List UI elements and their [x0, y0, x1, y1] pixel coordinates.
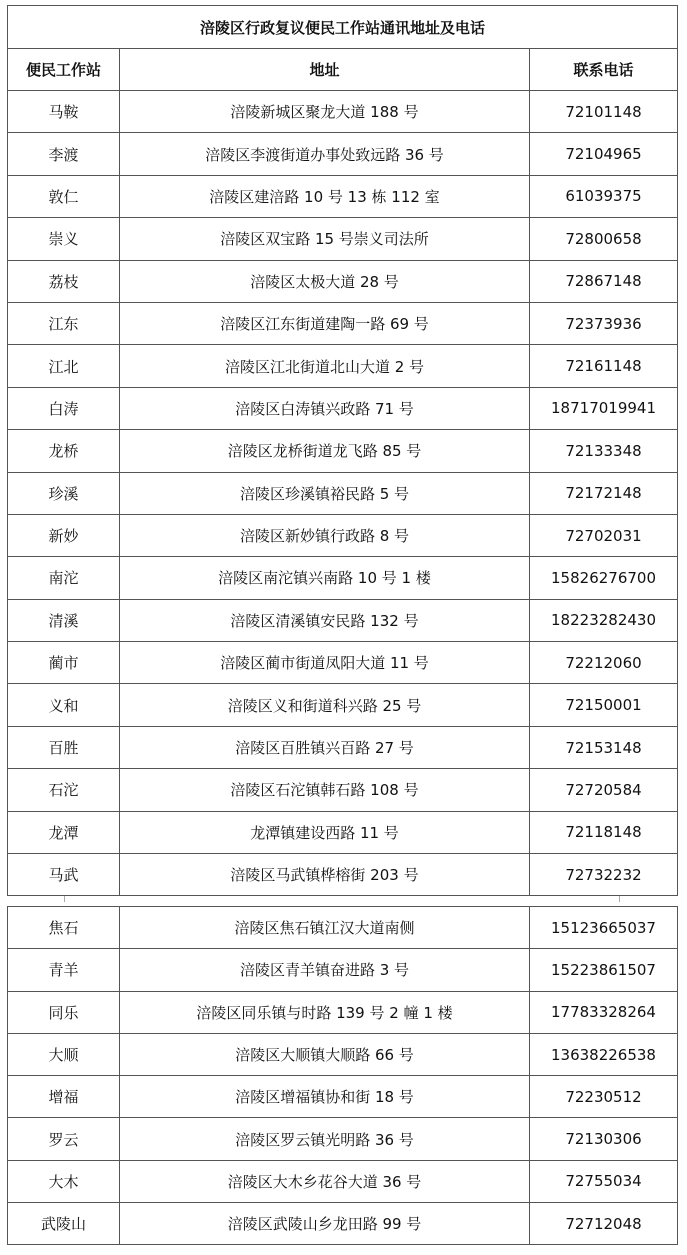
table-row [8, 949, 678, 991]
table-row [8, 684, 678, 726]
phone-cell: 72172148 [530, 472, 678, 514]
station-cell: 新妙 [8, 514, 120, 556]
address-cell: 涪陵区罗云镇光明路 36 号 [120, 1118, 530, 1160]
header-phone: 联系电话 [530, 49, 678, 91]
address-cell: 涪陵区珍溪镇裕民路 5 号 [120, 472, 530, 514]
table-row [8, 599, 678, 641]
table-row [8, 642, 678, 684]
phone-cell: 15123665037 [530, 907, 678, 949]
phone-cell: 72212060 [530, 642, 678, 684]
station-cell: 百胜 [8, 726, 120, 768]
phone-cell: 72373936 [530, 302, 678, 344]
address-cell: 涪陵区南沱镇兴南路 10 号 1 楼 [120, 557, 530, 599]
address-cell: 涪陵区蔺市街道凤阳大道 11 号 [120, 642, 530, 684]
phone-cell: 17783328264 [530, 991, 678, 1033]
table-row [8, 907, 678, 949]
address-cell: 龙潭镇建设西路 11 号 [120, 811, 530, 853]
phone-cell: 15826276700 [530, 557, 678, 599]
phone-cell: 72118148 [530, 811, 678, 853]
station-cell: 江北 [8, 345, 120, 387]
station-cell: 武陵山 [8, 1203, 120, 1245]
table-row [8, 302, 678, 344]
address-cell: 涪陵区焦石镇江汉大道南侧 [120, 907, 530, 949]
page-break-mark [619, 896, 625, 902]
address-cell: 涪陵区同乐镇与时路 139 号 2 幢 1 楼 [120, 991, 530, 1033]
station-cell: 崇义 [8, 218, 120, 260]
table-row [8, 514, 678, 556]
page-break-mark [64, 896, 70, 902]
station-cell: 马武 [8, 854, 120, 896]
table-row [8, 811, 678, 853]
table-row [8, 387, 678, 429]
station-cell: 珍溪 [8, 472, 120, 514]
stations-table-part-2 [7, 906, 678, 1245]
address-cell: 涪陵区白涛镇兴政路 71 号 [120, 387, 530, 429]
address-cell: 涪陵区增福镇协和街 18 号 [120, 1076, 530, 1118]
station-cell: 龙潭 [8, 811, 120, 853]
table-row [8, 1076, 678, 1118]
address-cell: 涪陵区新妙镇行政路 8 号 [120, 514, 530, 556]
phone-cell: 72133348 [530, 430, 678, 472]
table-row [8, 854, 678, 896]
table-row [8, 430, 678, 472]
table-row [8, 769, 678, 811]
address-cell: 涪陵区武陵山乡龙田路 99 号 [120, 1203, 530, 1245]
station-cell: 清溪 [8, 599, 120, 641]
phone-cell: 18717019941 [530, 387, 678, 429]
station-cell: 石沱 [8, 769, 120, 811]
phone-cell: 72720584 [530, 769, 678, 811]
table-row [8, 991, 678, 1033]
station-cell: 敦仁 [8, 175, 120, 217]
phone-cell: 72712048 [530, 1203, 678, 1245]
table-row [8, 726, 678, 768]
phone-cell: 18223282430 [530, 599, 678, 641]
table-row [8, 1118, 678, 1160]
header-row [8, 49, 678, 91]
header-address: 地址 [120, 49, 530, 91]
station-cell: 大顺 [8, 1033, 120, 1075]
address-cell: 涪陵区江北街道北山大道 2 号 [120, 345, 530, 387]
address-cell: 涪陵区百胜镇兴百路 27 号 [120, 726, 530, 768]
table-row [8, 557, 678, 599]
station-cell: 同乐 [8, 991, 120, 1033]
table-title: 涪陵区行政复议便民工作站通讯地址及电话 [8, 6, 678, 49]
table-row [8, 218, 678, 260]
table-row [8, 133, 678, 175]
phone-cell: 72153148 [530, 726, 678, 768]
phone-cell: 72732232 [530, 854, 678, 896]
table-row [8, 1203, 678, 1245]
station-cell: 龙桥 [8, 430, 120, 472]
address-cell: 涪陵区青羊镇奋进路 3 号 [120, 949, 530, 991]
address-cell: 涪陵区义和街道科兴路 25 号 [120, 684, 530, 726]
station-cell: 南沱 [8, 557, 120, 599]
table-row [8, 1033, 678, 1075]
table-body-part-2 [8, 907, 678, 1245]
address-cell: 涪陵区双宝路 15 号崇义司法所 [120, 218, 530, 260]
address-cell: 涪陵区建涪路 10 号 13 栋 112 室 [120, 175, 530, 217]
address-cell: 涪陵区清溪镇安民路 132 号 [120, 599, 530, 641]
phone-cell: 61039375 [530, 175, 678, 217]
station-cell: 白涛 [8, 387, 120, 429]
header-station: 便民工作站 [8, 49, 120, 91]
station-cell: 罗云 [8, 1118, 120, 1160]
phone-cell: 72161148 [530, 345, 678, 387]
address-cell: 涪陵区大木乡花谷大道 36 号 [120, 1160, 530, 1202]
station-cell: 增福 [8, 1076, 120, 1118]
table-row [8, 91, 678, 133]
table-body-part-1 [8, 91, 678, 896]
station-cell: 大木 [8, 1160, 120, 1202]
phone-cell: 13638226538 [530, 1033, 678, 1075]
address-cell: 涪陵新城区聚龙大道 188 号 [120, 91, 530, 133]
table-row [8, 345, 678, 387]
station-cell: 蔺市 [8, 642, 120, 684]
address-cell: 涪陵区石沱镇韩石路 108 号 [120, 769, 530, 811]
address-cell: 涪陵区大顺镇大顺路 66 号 [120, 1033, 530, 1075]
station-cell: 义和 [8, 684, 120, 726]
address-cell: 涪陵区马武镇桦榕街 203 号 [120, 854, 530, 896]
phone-cell: 72867148 [530, 260, 678, 302]
station-cell: 李渡 [8, 133, 120, 175]
station-cell: 青羊 [8, 949, 120, 991]
phone-cell: 72755034 [530, 1160, 678, 1202]
phone-cell: 15223861507 [530, 949, 678, 991]
address-cell: 涪陵区太极大道 28 号 [120, 260, 530, 302]
address-cell: 涪陵区龙桥街道龙飞路 85 号 [120, 430, 530, 472]
phone-cell: 72101148 [530, 91, 678, 133]
table-row [8, 260, 678, 302]
table-title-row [8, 6, 678, 49]
address-cell: 涪陵区江东街道建陶一路 69 号 [120, 302, 530, 344]
address-cell: 涪陵区李渡街道办事处致远路 36 号 [120, 133, 530, 175]
station-cell: 江东 [8, 302, 120, 344]
phone-cell: 72800658 [530, 218, 678, 260]
phone-cell: 72104965 [530, 133, 678, 175]
phone-cell: 72230512 [530, 1076, 678, 1118]
table-row [8, 175, 678, 217]
station-cell: 焦石 [8, 907, 120, 949]
station-cell: 马鞍 [8, 91, 120, 133]
table-row [8, 472, 678, 514]
phone-cell: 72150001 [530, 684, 678, 726]
station-cell: 荔枝 [8, 260, 120, 302]
stations-table-part-1 [7, 5, 678, 896]
table-row [8, 1160, 678, 1202]
phone-cell: 72130306 [530, 1118, 678, 1160]
phone-cell: 72702031 [530, 514, 678, 556]
